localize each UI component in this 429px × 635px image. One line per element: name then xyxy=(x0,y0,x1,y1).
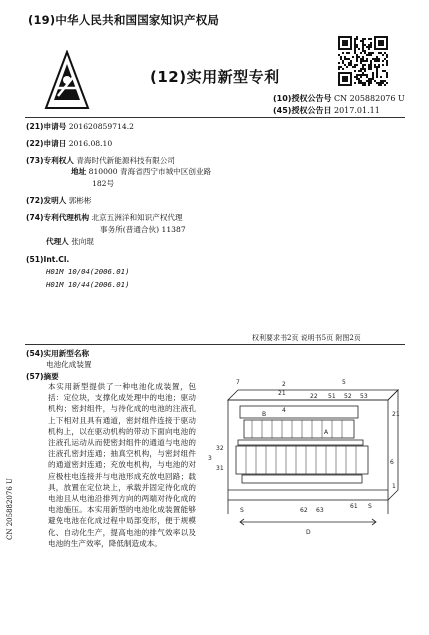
device-drawing xyxy=(200,372,405,550)
publication-date: (45)授权公告日 2017.01.11 xyxy=(273,106,380,115)
publication-date-value: 2017.01.11 xyxy=(334,106,380,115)
patentee: (73)专利权人 青海时代新能源科技有限公司 xyxy=(26,156,176,165)
sipo-logo xyxy=(44,50,90,110)
application-date: (22)申请日 2016.08.10 xyxy=(26,139,113,148)
side-document-code: CN 205882076 U xyxy=(6,478,14,540)
label-7: 7 xyxy=(236,379,240,386)
label-63: 63 xyxy=(316,507,324,514)
label-A: A xyxy=(324,429,329,436)
label-32: 32 xyxy=(216,445,224,452)
label-2: 2 xyxy=(282,381,286,388)
publication-number-value: CN 205882076 U xyxy=(334,94,405,103)
label-1: 1 xyxy=(392,483,396,490)
address-line2: 182号 xyxy=(92,179,115,188)
address: 地址 810000 青海省西宁市城中区创业路 xyxy=(71,167,212,176)
page-counts: 权利要求书2页 说明书5页 附图2页 xyxy=(252,334,361,342)
label-51: 51 xyxy=(328,393,336,400)
pages-divider xyxy=(25,344,405,345)
label-6: 6 xyxy=(390,459,394,466)
office-name: (19)中华人民共和国国家知识产权局 xyxy=(28,13,220,27)
qr-code xyxy=(338,36,388,86)
label-62: 62 xyxy=(300,507,308,514)
title-label: (54)实用新型名称 xyxy=(26,349,90,358)
label-21b: 21 xyxy=(392,411,400,418)
label-S2: S xyxy=(368,503,372,510)
utility-model-title: 电池化成装置 xyxy=(46,360,92,369)
label-5: 5 xyxy=(342,379,346,386)
agency-line2: 事务所(普通合伙) 11387 xyxy=(100,225,186,234)
agency: (74)专利代理机构 北京五洲洋和知识产权代理 xyxy=(26,213,183,222)
ipc-class-1: H01M 10/04(2006.01) xyxy=(46,267,130,276)
label-22: 22 xyxy=(310,393,318,400)
label-D: D xyxy=(306,529,311,536)
label-21a: 21 xyxy=(278,390,286,397)
publication-number: (10)授权公告号 CN 205882076 U xyxy=(273,94,405,103)
application-number: (21)申请号 201620859714.2 xyxy=(26,122,134,131)
document-type: (12)实用新型专利 xyxy=(150,68,280,86)
label-4: 4 xyxy=(282,407,286,414)
label-B: B xyxy=(262,411,267,418)
header-divider xyxy=(25,117,405,118)
ipc-class-2: H01M 10/44(2006.01) xyxy=(46,280,130,289)
int-cl-label: (51)Int.Cl. xyxy=(26,255,70,264)
agent: 代理人 张向琨 xyxy=(46,237,94,246)
label-3: 3 xyxy=(208,455,212,462)
label-53: 53 xyxy=(360,393,368,400)
abstract-text: 本实用新型提供了一种电池化成装置，包括：定位块，支撑化成处理中的电池；驱动机构；密封组件，与待化成的电池的注液孔上下相对且具有通道，密封组件连接于驱动机构上，以在驱动机构的带动下面向电池的注液孔运动从而使密封组件的通道与电池的注液孔密封连通；抽真空机构，与密封组件的通道密封连通；充放电机构，与电池的对应极柱电连接并与电池形成充放电回路；载具，放置在定位块上，承载并固定待化成的电池且从电池沿排列方向的两端对待化成的电池施压。本实用新型的电池化成装置能够避免电池在化成过程中局部变形，便于规模化、自动化生产，提高电池的排气效率以及电池的生产效率，降低制造成本。 xyxy=(48,382,196,548)
inventor: (72)发明人 郭彬彬 xyxy=(26,196,92,205)
label-31: 31 xyxy=(216,465,224,472)
label-52: 52 xyxy=(344,393,352,400)
label-S1: S xyxy=(240,507,244,514)
label-61: 61 xyxy=(350,503,358,510)
abstract-label: (57)摘要 xyxy=(26,372,59,381)
